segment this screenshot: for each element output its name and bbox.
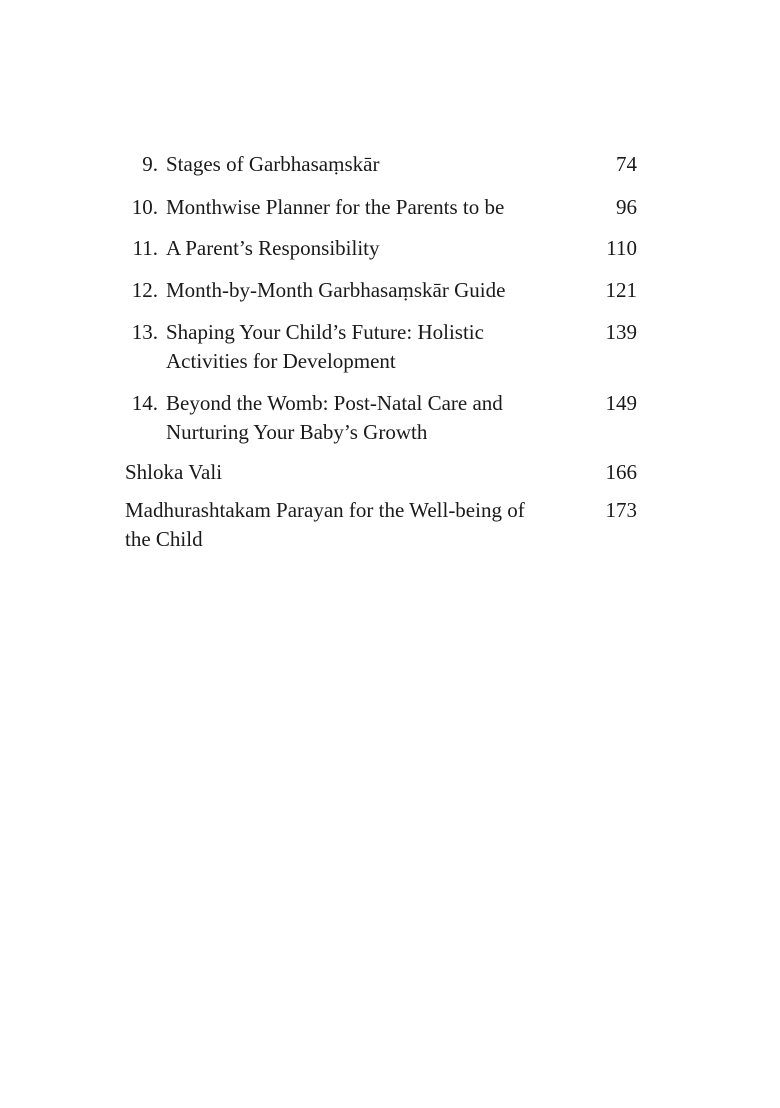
toc-entry-title: Shaping Your Child’s Future: Holistic Activities for Development: [166, 320, 484, 373]
toc-entry-number: 11.: [132, 236, 158, 260]
toc-entry-title: Shloka Vali: [125, 460, 223, 484]
toc-entry-page: 149: [605, 391, 637, 415]
toc-entry-title: Stages of Garbhasaṃskār: [166, 152, 380, 176]
toc-entry-page: 173: [605, 498, 637, 522]
toc-entry-page: 96: [616, 195, 637, 219]
toc-entry-number: 12.: [131, 278, 158, 302]
toc-entry-page: 166: [605, 460, 637, 484]
toc-entry-number: 13.: [131, 320, 158, 344]
toc-entry-number: 9.: [142, 152, 158, 176]
toc-entry-title: Madhurashtakam Parayan for the Well-being of the Child: [125, 498, 525, 551]
toc-entry-page: 139: [605, 320, 637, 344]
toc-entry-page: 121: [605, 278, 637, 302]
toc-entry-title: Beyond the Womb: Post-Natal Care and Nurturing Your Baby’s Growth: [166, 391, 503, 444]
toc-entry-page: 74: [616, 152, 637, 176]
toc-entry-number: 10.: [131, 195, 158, 219]
toc-entry-page: 110: [606, 236, 637, 260]
toc-entry-number: 14.: [131, 391, 158, 415]
toc-entry-title: Month-by-Month Garbhasaṃskār Guide: [166, 278, 506, 302]
toc-entry-title: Monthwise Planner for the Parents to be: [166, 195, 505, 219]
toc-entry-title: A Parent’s Responsibility: [166, 236, 380, 260]
